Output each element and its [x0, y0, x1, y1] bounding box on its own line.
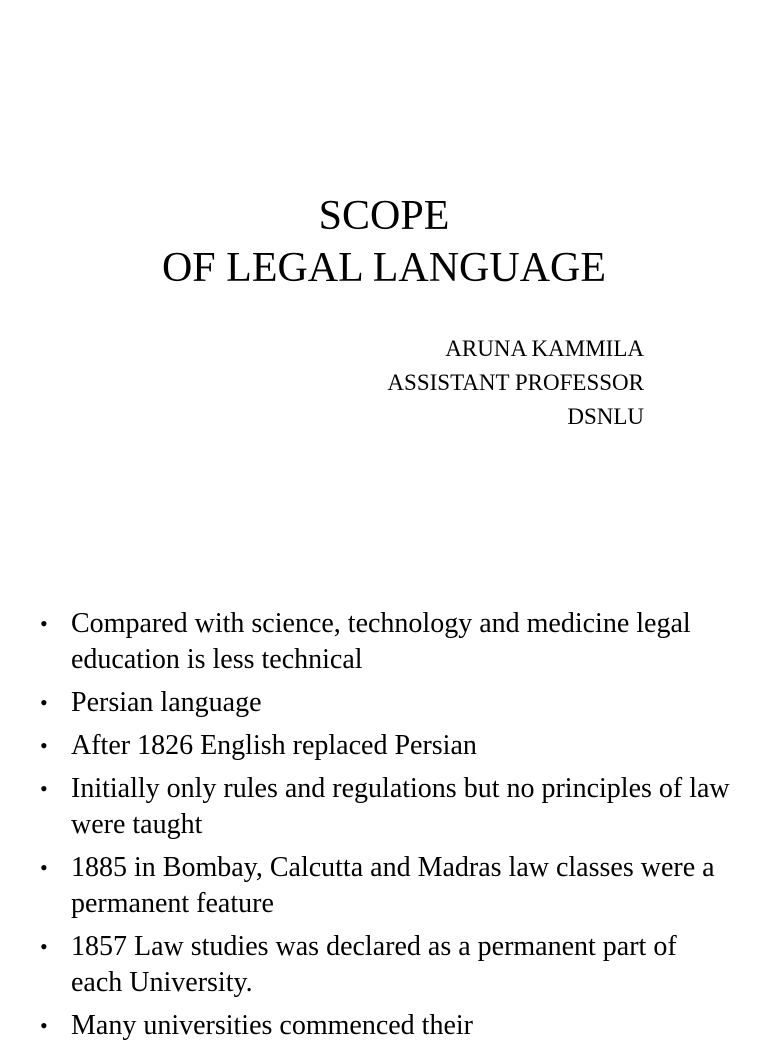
bullet-icon: •	[40, 934, 48, 959]
slide-title	[0, 190, 768, 294]
bullet-icon: •	[40, 776, 48, 801]
bullet-icon: •	[40, 733, 48, 758]
bullet-icon: •	[40, 690, 48, 715]
bullet-text: After 1826 English replaced Persian	[71, 730, 477, 761]
list-item	[40, 728, 730, 764]
bullet-text: Compared with science, technology and medicine legal education is less technical	[71, 608, 691, 675]
list-item	[40, 771, 730, 843]
bullet-icon: •	[40, 855, 48, 880]
title-line-1: SCOPE	[318, 193, 450, 239]
author-institution: DSNLU	[567, 404, 644, 429]
list-item	[40, 685, 730, 721]
list-item	[40, 1008, 730, 1044]
bullet-text: 1857 Law studies was declared as a permanent part of each University.	[71, 931, 677, 998]
title-line-2: OF LEGAL LANGUAGE	[161, 245, 607, 291]
bullet-text: 1885 in Bombay, Calcutta and Madras law classes were a permanent feature	[71, 852, 715, 919]
list-item	[40, 850, 730, 922]
bullet-list	[40, 606, 730, 1051]
bullet-icon: •	[40, 1013, 48, 1038]
list-item	[40, 606, 730, 678]
author-position: ASSISTANT PROFESSOR	[387, 370, 644, 395]
author-name: ARUNA KAMMILA	[445, 336, 644, 361]
bullet-text: Initially only rules and regulations but no principles of law were taught	[71, 773, 730, 840]
bullet-text: Persian language	[71, 687, 262, 718]
author-block	[387, 332, 644, 434]
list-item	[40, 929, 730, 1001]
bullet-text: Many universities commenced their	[71, 1010, 473, 1041]
bullet-icon: •	[40, 611, 48, 636]
